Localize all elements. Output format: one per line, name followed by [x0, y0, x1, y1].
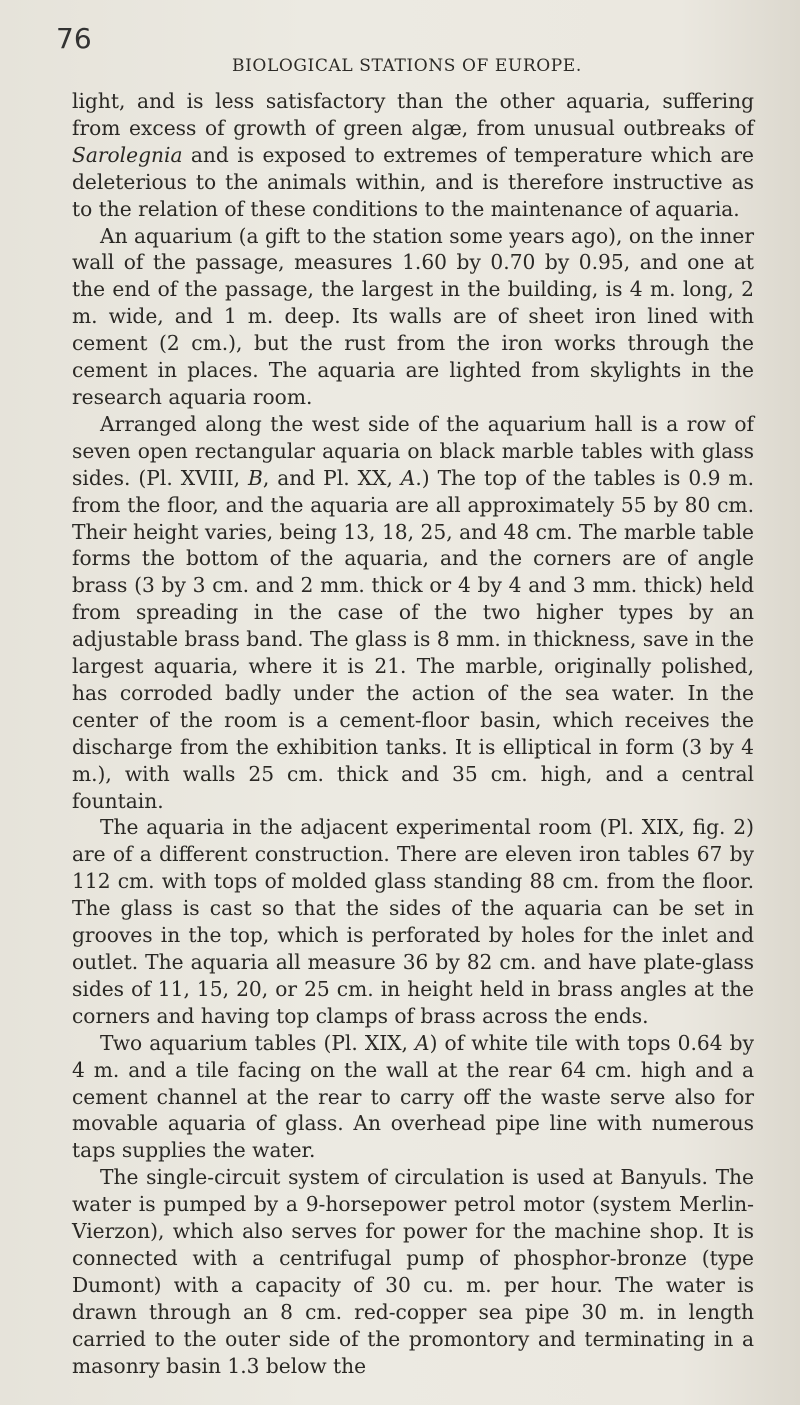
- paragraph-1: [72, 88, 754, 223]
- paragraph-3-part-2: , and Pl. XX,: [262, 465, 401, 490]
- plate-ref-a-2: A: [415, 1030, 430, 1055]
- paragraph-1-part-1: light, and is less satisfactory than the other aquaria, suffering from excess of growth of green algæ, from unusual outbreaks of: [72, 89, 754, 140]
- running-head: BIOLOGICAL STATIONS OF EUROPE.: [232, 56, 582, 76]
- page-number: 76: [56, 22, 92, 55]
- paragraph-3-part-1: Arranged along the west side of the aquarium hall is a row of seven open rectangular aquaria on black marble tables with glass sides. (Pl. XVIII,: [72, 411, 754, 490]
- paragraph-2: An aquarium (a gift to the station some years ago), on the inner wall of the passage, measures 1.60 by 0.70 by 0.95, and one at the end of the passage, the largest in the building, is 4 m. long, 2 m. wide, and 1 m. deep. Its walls are of sheet iron lined with cement (2 cm.), but the rust from the iron works through the cement in places. The aquaria are lighted from skylights in the research aquaria room.: [72, 223, 754, 409]
- page-header: [56, 22, 754, 76]
- paragraph-5-part-2: ) of white tile with tops 0.64 by 4 m. and a tile facing on the wall at the rear 64 cm. high and a cement channel at the rear to carry off the waste serve also for movable aquaria of glass. An overhead pipe line with numerous taps supplies the water.: [72, 1030, 754, 1163]
- plate-ref-b: B: [248, 465, 263, 490]
- paragraph-4: The aquaria in the adjacent experimental room (Pl. XIX, fig. 2) are of a different construction. There are eleven iron tables 67 by 112 cm. with tops of molded glass standing 88 cm. from the floor. The glass is cast so that the sides of the aquaria can be set in grooves in the top, which is perforated by holes for the inlet and outlet. The aquaria all measure 36 by 82 cm. and have plate-glass sides of 11, 15, 20, or 25 cm. in height held in brass angles at the corners and having top clamps of brass across the ends.: [72, 815, 754, 1028]
- body-text: [72, 88, 754, 1380]
- paragraph-3-part-3: .) The top of the tables is 0.9 m. from the floor, and the aquaria are all approximately 55 by 80 cm. Their height varies, being 13, 18, 25, and 48 cm. The marble table forms the bottom of the aquaria, and the corners are of angle brass (3 by 3 cm. and 2 mm. thick or 4 by 4 and 3 mm. thick) held from spreading in the case of the two higher types by an adjustable brass band. The glass is 8 mm. in thickness, save in the largest aquaria, where it is 21. The marble, originally polished, has corroded badly under the action of the sea water. In the center of the room is a cement-floor basin, which receives the discharge from the exhibition tanks. It is elliptical in form (3 by 4 m.), with walls 25 cm. thick and 35 cm. high, and a central fountain.: [72, 465, 754, 813]
- paragraph-5-part-1: Two aquarium tables (Pl. XIX,: [100, 1030, 416, 1055]
- paragraph-1-part-2: and is exposed to extremes of temperature which are deleterious to the animals within, and is therefore instructive as to the relation of these conditions to the maintenance of aquaria.: [72, 142, 754, 221]
- paragraph-5: [72, 1030, 754, 1165]
- paragraph-6: The single-circuit system of circulation is used at Banyuls. The water is pumped by a 9-horsepower petrol motor (system Merlin-Vierzon), which also serves for power for the machine shop. It is connected with a centrifugal pump of phosphor-bronze (type Dumont) with a capacity of 30 cu. m. per hour. The water is drawn through an 8 cm. red-copper sea pipe 30 m. in length carried to the outer side of the promontory and terminating in a masonry basin 1.3 below the: [72, 1165, 754, 1378]
- species-name: Sarolegnia: [72, 142, 183, 167]
- plate-ref-a: A: [400, 465, 416, 490]
- paragraph-3: [72, 411, 754, 815]
